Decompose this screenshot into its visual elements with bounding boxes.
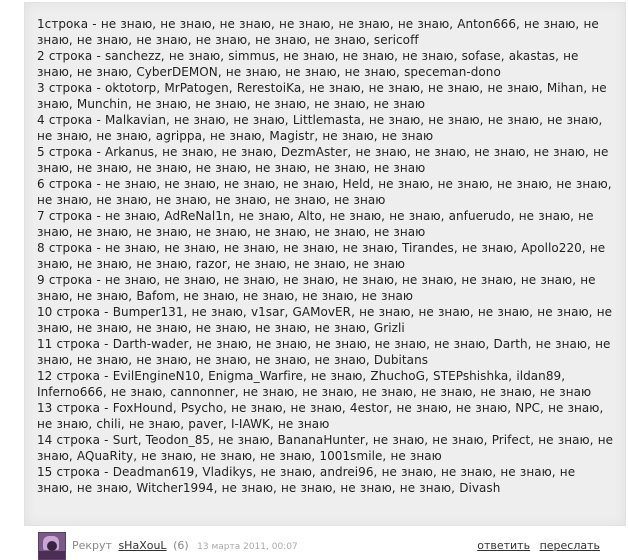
comment-line-8: 8 строка - не знаю, не знаю, не знаю, не знаю, не знаю, Tirandes, не знаю, Apollo220, не знаю, не знаю, не знаю, razor, не знаю, не знаю, не знаю xyxy=(37,241,606,271)
comment-line-1: 1строка - не знаю, не знаю, не знаю, не знаю, не знаю, не знаю, Anton666, не знаю, не знаю, не знаю, не знаю, не знаю, не знаю, не знаю, sericoff xyxy=(37,17,599,47)
comment-line-14: 14 строка - Surt, Teodon_85, не знаю, BananaHunter, не знаю, не знаю, Prifect, не знаю, не знаю, AQuaRity, не знаю, не знаю, не знаю, 1001smile, не знаю xyxy=(37,433,614,463)
forward-link[interactable]: переслать xyxy=(539,539,600,552)
author-karma: (6) xyxy=(173,539,189,552)
user-avatar-icon[interactable] xyxy=(38,532,66,560)
author-link[interactable]: sHaXouL xyxy=(118,539,167,552)
comment-line-12: 12 строка - EvilEngineN10, Enigma_Warfire, не знаю, ZhuchoG, STEPshishka, ildan89, Inferno666, не знаю, cannonner, не знаю, не знаю, не знаю, не знаю, не знаю, не знаю xyxy=(37,369,592,399)
comment-line-10: 10 строка - Bumper131, не знаю, v1sar, GAMovER, не знаю, не знаю, не знаю, не знаю, не знаю, не знаю, не знаю, не знаю, не знаю, не знаю, Grizli xyxy=(37,305,613,335)
comment-line-3: 3 строка - oktotorp, MrPatogen, RerestoiKa, не знаю, не знаю, не знаю, не знаю, Mihan, не знаю, Munchin, не знаю, не знаю, не знаю, не знаю, не знаю xyxy=(37,81,607,111)
comment-footer xyxy=(38,532,606,556)
comment-body xyxy=(37,16,615,496)
comment-line-15: 15 строка - Deadman619, Vladikys, не знаю, andrei96, не знаю, не знаю, не знаю, не знаю, не знаю, Witcher1994, не знаю, не знаю, не знаю, не знаю, Divash xyxy=(37,465,576,495)
comment-line-6: 6 строка - не знаю, не знаю, не знаю, не знаю, Held, не знаю, не знаю, не знаю, не знаю, не знаю, не знаю, не знаю, не знаю, не знаю, не знаю xyxy=(37,177,612,207)
comment-line-5: 5 строка - Arkanus, не знаю, не знаю, DezmAster, не знаю, не знаю, не знаю, не знаю, не знаю, не знаю, не знаю, не знаю, не знаю, не знаю, не знаю xyxy=(37,145,609,175)
author-info xyxy=(72,539,298,552)
comment-actions xyxy=(477,539,600,552)
comment-date: 13 марта 2011, 00:07 xyxy=(197,542,298,552)
comment-line-9: 9 строка - не знаю, не знаю, не знаю, не знаю, не знаю, не знаю, не знаю, не знаю, не знаю, не знаю, Bafom, не знаю, не знаю, не знаю, не знаю xyxy=(37,273,596,303)
comment-line-11: 11 строка - Darth-wader, не знаю, не знаю, не знаю, не знаю, не знаю, Darth, не знаю, не знаю, не знаю, не знаю, не знаю, не знаю, не знаю, Dubitans xyxy=(37,337,611,367)
comment-line-7: 7 строка - не знаю, AdReNal1n, не знаю, Alto, не знаю, не знаю, anfuerudo, не знаю, не знаю, не знаю, не знаю, не знаю, не знаю, не знаю, не знаю xyxy=(37,209,594,239)
comment-line-13: 13 строка - FoxHound, Psycho, не знаю, не знаю, 4estor, не знаю, не знаю, NPC, не знаю, не знаю, chili, не знаю, paver, I-IAWK, не знаю xyxy=(37,401,604,431)
reply-link[interactable]: ответить xyxy=(477,539,531,552)
author-rank: Рекрут xyxy=(72,539,112,552)
comment-line-4: 4 строка - Malkavian, не знаю, не знаю, Littlemasta, не знаю, не знаю, не знаю, не знаю, не знаю, не знаю, agrippa, не знаю, Magistr, не знаю, не знаю xyxy=(37,113,603,143)
comment-line-2: 2 строка - sanchezz, не знаю, simmus, не знаю, не знаю, не знаю, sofase, akastas, не знаю, не знаю, CyberDEMON, не знаю, не знаю, не знаю, speceman-dono xyxy=(37,49,579,79)
